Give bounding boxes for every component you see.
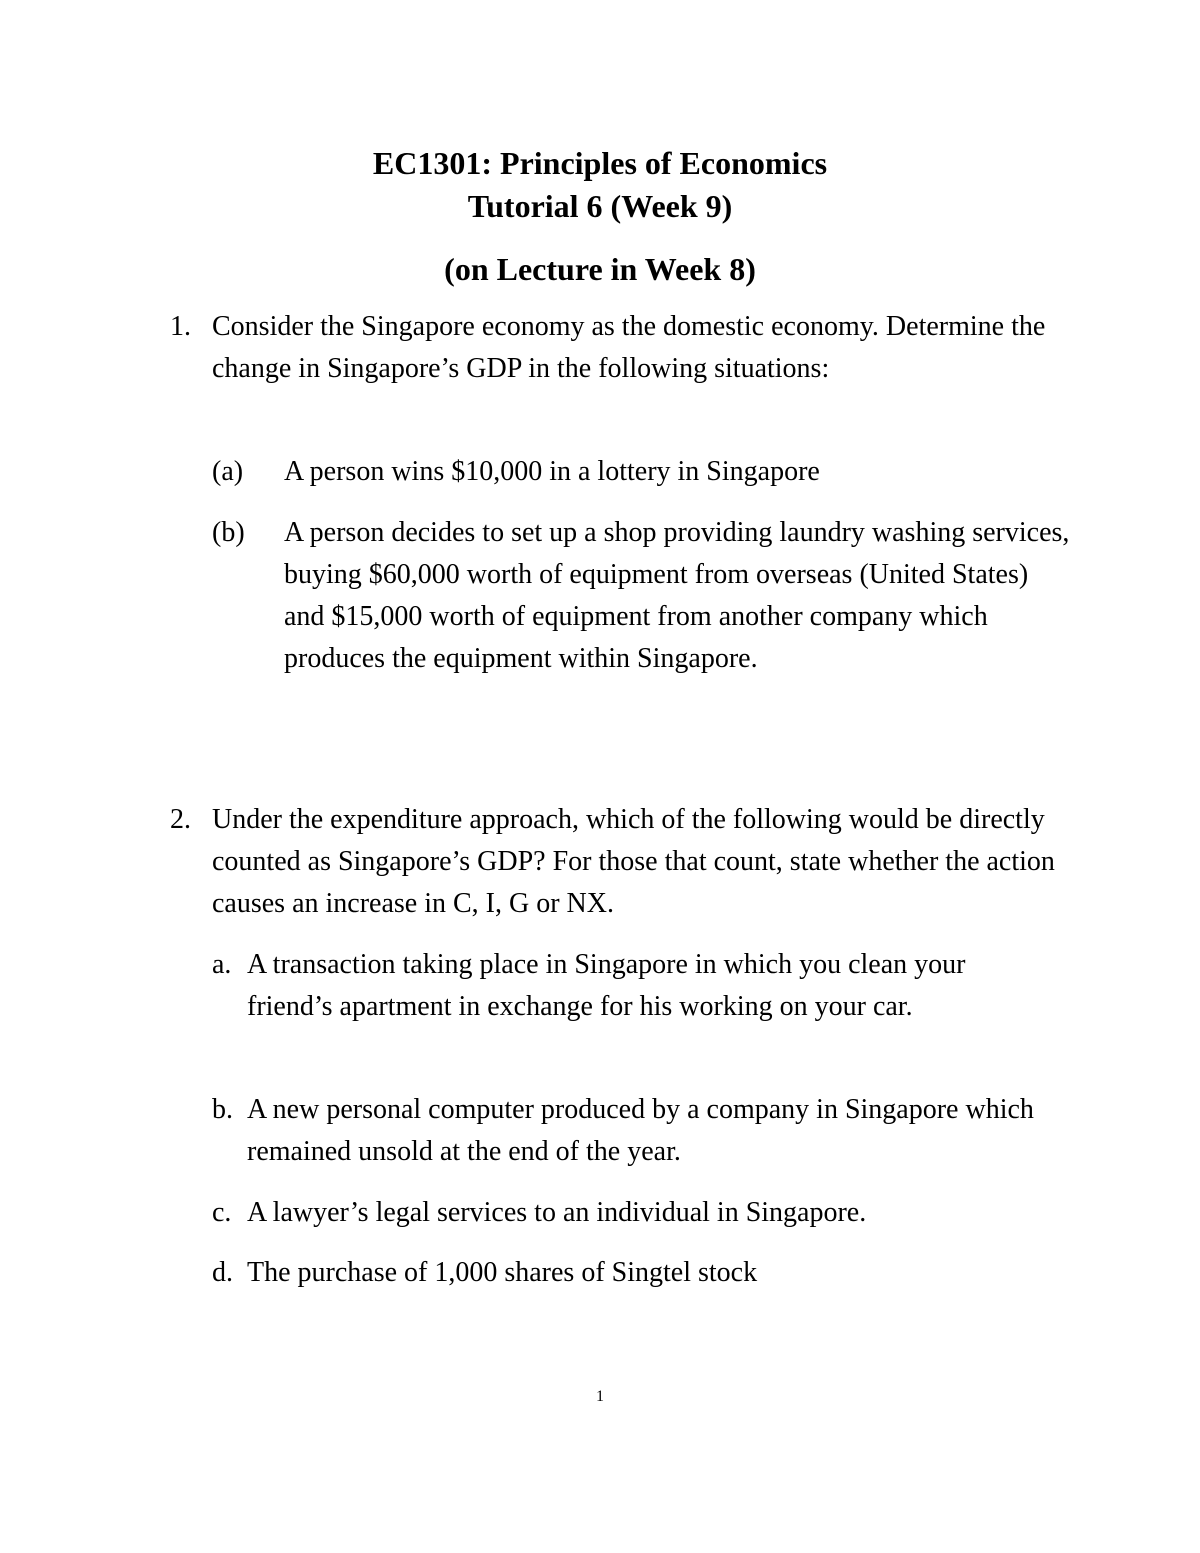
question-text: Consider the Singapore economy as the domestic economy. Determine the change in Singapore’s GDP in the following situations: — [212, 311, 1046, 384]
page-number: 1 — [596, 1388, 604, 1405]
lecture-reference: (on Lecture in Week 8) — [444, 251, 756, 287]
part-text: A person wins $10,000 in a lottery in Singapore — [284, 456, 820, 487]
part-label: c. — [212, 1197, 232, 1228]
part-text: A person decides to set up a shop providing laundry washing services, buying $60,000 worth of equipment from overseas (United States) and $15,000 worth of equipment from another company which produces the equipment within Singapore. — [284, 517, 1070, 674]
question-text: Under the expenditure approach, which of the following would be directly counted as Singapore’s GDP? For those that count, state whether the action causes an increase in C, I, G or NX. — [212, 804, 1055, 919]
part-text: A lawyer’s legal services to an individual in Singapore. — [247, 1197, 867, 1228]
part-text: A new personal computer produced by a company in Singapore which remained unsold at the end of the year. — [247, 1094, 1034, 1167]
course-title: EC1301: Principles of Economics — [372, 145, 828, 181]
part-text: The purchase of 1,000 shares of Singtel stock — [247, 1257, 758, 1288]
part-label: a. — [212, 949, 232, 980]
part-label: b. — [212, 1094, 233, 1125]
part-label: (b) — [212, 517, 245, 548]
question-number: 1. — [170, 311, 191, 342]
part-label: (a) — [212, 456, 244, 487]
question-number: 2. — [170, 804, 191, 835]
part-text: A transaction taking place in Singapore in which you clean your friend’s apartment in exchange for his working on your car. — [247, 949, 966, 1022]
part-label: d. — [212, 1257, 233, 1288]
tutorial-title: Tutorial 6 (Week 9) — [467, 188, 733, 224]
